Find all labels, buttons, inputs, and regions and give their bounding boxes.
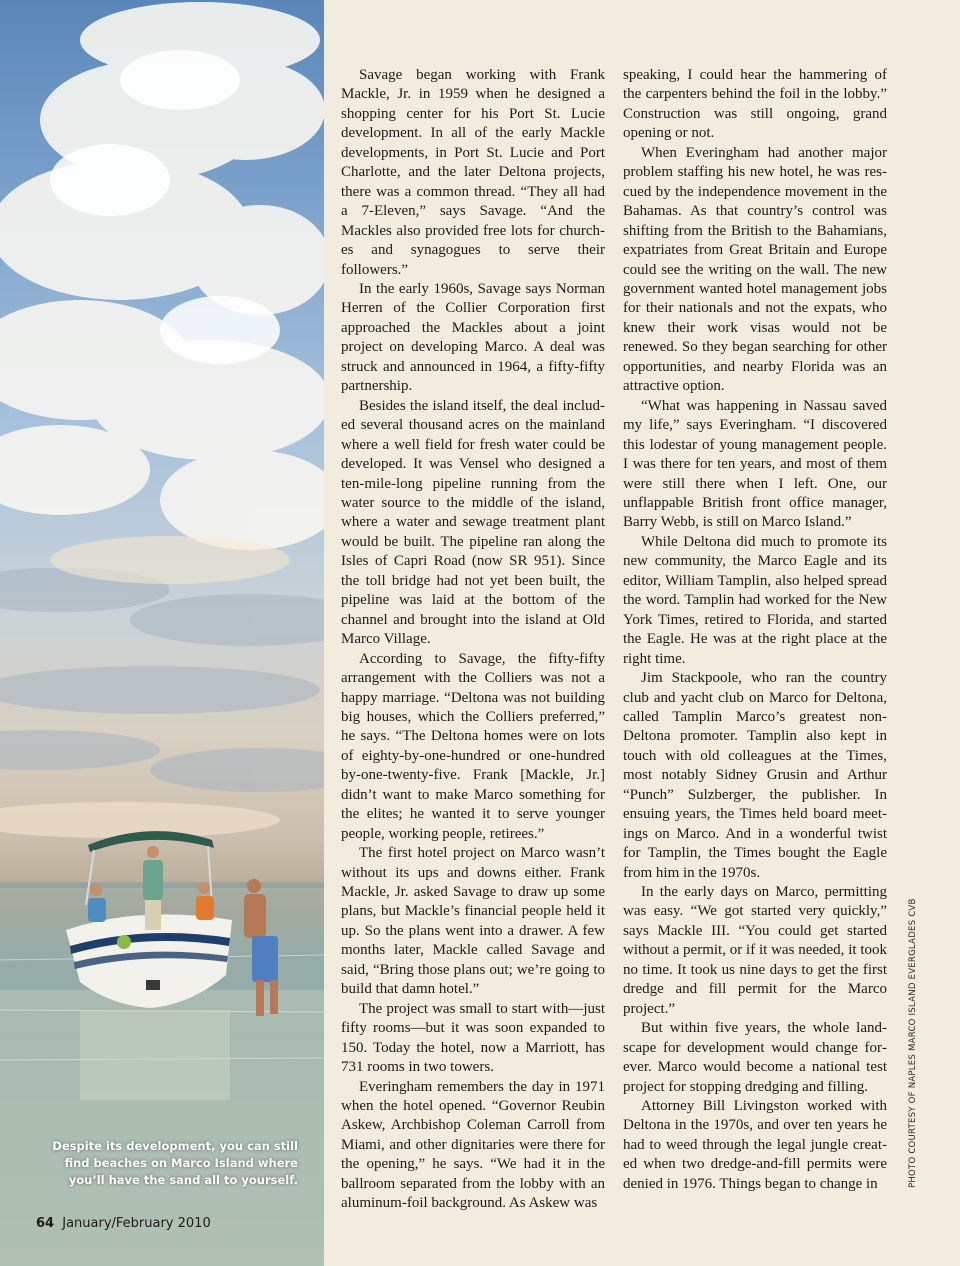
page-number: 64 (36, 1216, 55, 1231)
paragraph: Everingham remembers the day in 1971 when the hotel opened. “Governor Reubin Askew, Archbishop Coleman Carroll from Miami, and other dignitaries were there for the opening,” he says. “We had it in the ballroom separated from the lobby with an aluminum-foil background. As Askew was (341, 1078, 605, 1212)
paragraph: In the early days on Marco, permitting was easy. “We got started very quickly,” says Mackle III. “You could get started without a permit, or if it was needed, it took no time. It took us nine days to get the first dredge and fill permit for the Marco project.” (623, 884, 887, 1017)
paragraph: Attorney Bill Livingston worked with Deltona in the 1970s, and over ten years he had to weed through the legal jungle created when two dredge-and-fill permits were denied in 1976. Things began to change in (623, 1098, 887, 1192)
beach-scene-illustration (0, 0, 324, 1266)
paragraph: speaking, I could hear the hammering of the carpenters behind the foil in the lobby.” Construction was still ongoing, grand opening or not. (623, 67, 887, 142)
paragraph: Savage began working with Frank Mackle, Jr. in 1959 when he designed a shopping center for his Port St. Lucie development. In all of the early Mackle developments, in Port St. Lucie and Port Charlotte, and the later Deltona projects, there was a common thread. “They all had a 7-Eleven,” says Savage. “And the Mackles also provided free lots for churches and synagogues to serve their followers.” (341, 67, 605, 278)
paragraph: According to Savage, the fifty-fifty arrangement with the Colliers was not a happy marriage. “Deltona was not building big houses, which the Colliers preferred,” he says. “The Deltona homes were on lots of eighty-by-one-hundred or one-hundred by-one-twenty-five. Frank [Mackle, Jr.] didn’t want to make Marco something for the elites; he wanted it to serve younger people, working people, retirees.” (341, 650, 605, 842)
paragraph: The first hotel project on Marco wasn’t without its ups and downs either. Frank Mackle, Jr. asked Savage to draw up some plans, but Mackle’s financial people held it up. So the plans went into a drawer. A few months later, Mackle called Savage and said, “Bring those plans out; we’re going to build that damn hotel.” (341, 845, 605, 998)
paragraph: Jim Stackpoole, who ran the country club and yacht club on Marco for Deltona, called Tamplin Marco’s greatest non-Deltona promoter. Tamplin also kept in touch with old colleagues at the Times, most notably Sidney Grusin and Arthur “Punch” Sulzberger, the publisher. In ensuing years, the Times held board meetings on Marco. And in a wonderful twist for Tamplin, the Times bought the Eagle from him in the 1970s. (623, 670, 887, 881)
photo-caption: Despite its development, you can still find beaches on Marco Island where you’ll have the sand all to yourself. (52, 1139, 298, 1187)
paragraph: But within five years, the whole landscape for development would change forever. Marco would become a national test project for stopping dredging and filling. (623, 1020, 887, 1095)
page-folio (36, 1216, 211, 1231)
paragraph: The project was small to start with—just fifty rooms—but it was soon expanded to 150. Today the hotel, now a Marriott, has 731 rooms in two towers. (341, 1000, 605, 1076)
beach-photo (0, 0, 324, 1266)
paragraph: “What was happening in Nassau saved my life,” says Everingham. “I discovered this lodestar of young management people. I was there for ten years, and most of them were still there when I left. One, our unflappable British front office manager, Barry Webb, is still on Marco Island.” (623, 397, 887, 531)
paragraph: While Deltona did much to promote its new community, the Marco Eagle and its editor, William Tamplin, also helped spread the word. Tamplin had worked for the New York Times, retired to Florida, and started the Eagle. He was at the right place at the right time. (623, 533, 887, 667)
article-column-left (341, 66, 605, 1214)
paragraph: In the early 1960s, Savage says Norman Herren of the Collier Corporation first approached the Mackles about a joint project on developing Marco. A deal was struck and announced in 1964, a fifty-fifty partnership. (341, 280, 605, 395)
paragraph: Besides the island itself, the deal included several thousand acres on the mainland where a well field for fresh water could be developed. It was Vensel who designed a ten-mile-long pipeline running from the water source to the middle of the island, where a water and sewage treatment plant would be built. The pipeline ran along the Isles of Capri Road (now SR 951). Since the toll bridge had not yet been built, the pipeline was laid at the bottom of the channel and brought into the island at Old Marco Village. (341, 397, 605, 648)
issue-date: January/February 2010 (62, 1216, 211, 1231)
photo-credit: PHOTO COURTESY OF NAPLES MARCO ISLAND EVERGLADES CVB (908, 898, 918, 1188)
article-column-right (623, 66, 887, 1194)
paragraph: When Everingham had another major problem staffing his new hotel, he was rescued by the independence movement in the Bahamas. As that country’s control was shifting from the British to the Bahamians, expatriates from Great Britain and Europe could see the writing on the wall. The new government wanted hotel management jobs for their nationals and not the expats, who knew their work visas would not be renewed. So they began searching for other opportunities, and nearby Florida was an attractive option. (623, 144, 887, 395)
